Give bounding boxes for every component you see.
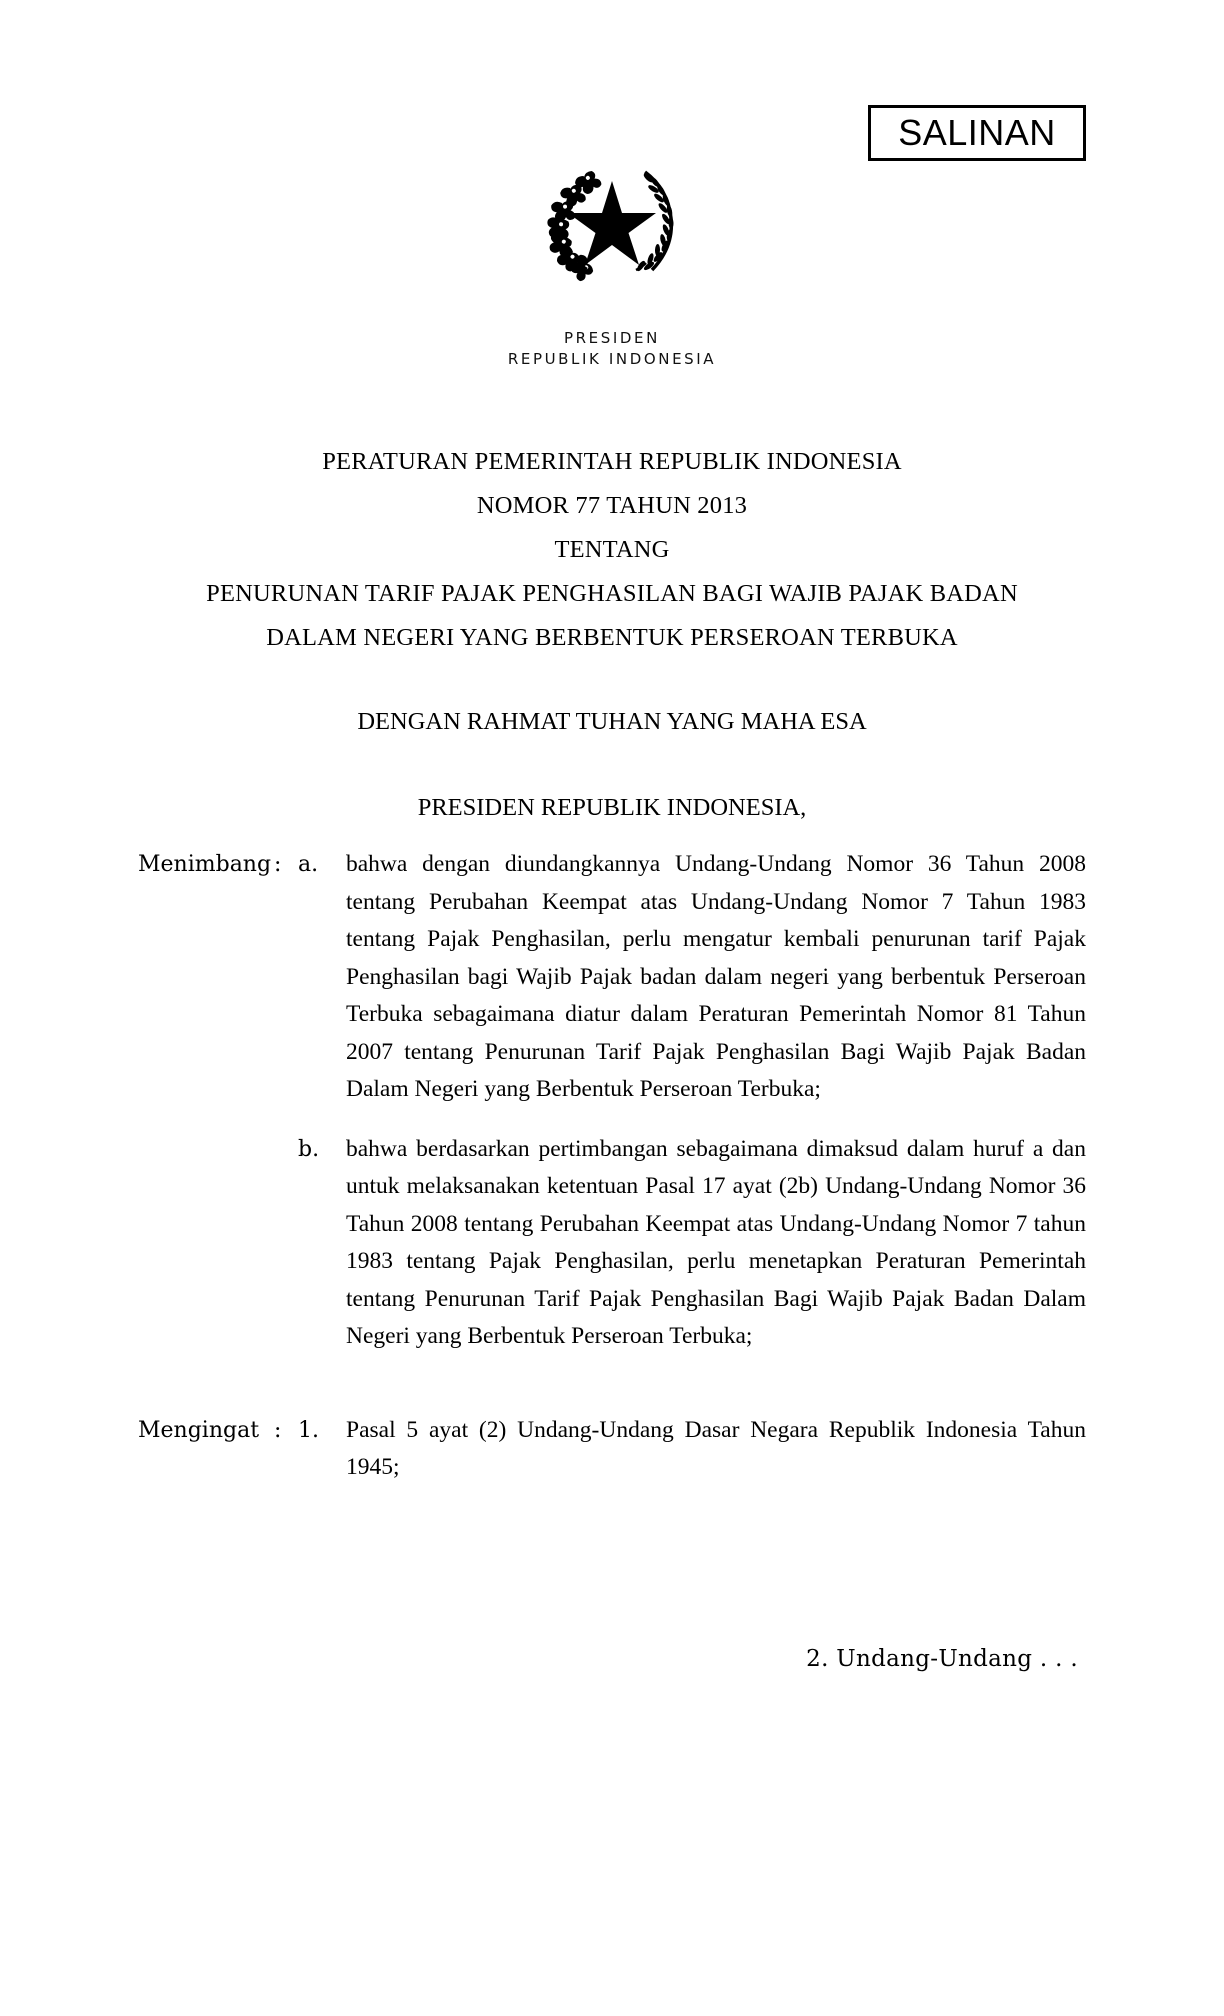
clause-sections	[138, 846, 1086, 1487]
preamble-authority: PRESIDEN REPUBLIK INDONESIA,	[417, 794, 807, 821]
clause-spacer-menimbang-mengingat	[138, 1356, 1086, 1412]
emblem-caption-line-2: REPUBLIK INDONESIA	[507, 350, 717, 368]
clause-menimbang-item-a	[138, 846, 1086, 1109]
clause-marker-b: b.	[298, 1136, 320, 1162]
title-line-subject-1: PENURUNAN TARIF PAJAK PENGHASILAN BAGI WAJIB PAJAK BADAN	[206, 580, 1018, 607]
clause-marker-a: a.	[298, 852, 319, 877]
clause-text-a: bahwa dengan diundangkannya Undang-Undang Nomor 36 Tahun 2008 tentang Perubahan Keempat atas Undang-Undang Nomor 7 Tahun 1983 tentang Pajak Penghasilan, perlu mengatur kembali penurunan tarif Pajak Penghasilan bagi Wajib Pajak badan dalam negeri yang berbentuk Perseroan Terbuka sebagaimana diatur dalam Peraturan Pemerintah Nomor 81 Tahun 2007 tentang Penurunan Tarif Pajak Penghasilan Bagi Wajib Pajak Badan Dalam Negeri yang Berbentuk Perseroan Terbuka;	[346, 851, 1086, 1102]
title-line-subject-2: DALAM NEGERI YANG BERBENTUK PERSEROAN TERBUKA	[266, 624, 958, 651]
title-line-number: NOMOR 77 TAHUN 2013	[476, 492, 748, 519]
salinan-stamp	[868, 105, 1086, 161]
title-line-tentang: TENTANG	[554, 536, 670, 563]
preamble-block	[140, 700, 1084, 830]
clause-spacer-a-b	[138, 1109, 1086, 1131]
page-continuation-marker	[138, 1646, 1086, 1672]
clause-colon-menimbang: :	[274, 852, 282, 877]
clause-colon-mengingat: :	[274, 1417, 282, 1443]
page-continuation-label: 2. Undang-Undang . . .	[806, 1646, 1078, 1672]
clause-marker-1: 1.	[298, 1417, 319, 1443]
clause-label-menimbang: Menimbang	[138, 852, 272, 877]
preamble-blessing: DENGAN RAHMAT TUHAN YANG MAHA ESA	[357, 708, 867, 735]
document-title-block	[140, 440, 1084, 660]
presidential-seal-icon	[527, 150, 697, 285]
clause-menimbang-item-b	[138, 1131, 1086, 1356]
emblem-caption-line-1: PRESIDEN	[564, 329, 660, 347]
clause-text-1: Pasal 5 ayat (2) Undang-Undang Dasar Negara Republik Indonesia Tahun 1945;	[346, 1416, 1086, 1480]
clause-text-b: bahwa berdasarkan pertimbangan sebagaimana dimaksud dalam huruf a dan untuk melaksanakan ketentuan Pasal 17 ayat (2b) Undang-Undang Nomor 36 Tahun 2008 tentang Perubahan Keempat atas Undang-Undang Nomor 7 tahun 1983 tentang Pajak Penghasilan, perlu menetapkan Peraturan Pemerintah tentang Penurunan Tarif Pajak Penghasilan Bagi Wajib Pajak Badan Dalam Negeri yang Berbentuk Perseroan Terbuka;	[346, 1135, 1086, 1349]
clause-mengingat-item-1	[138, 1412, 1086, 1487]
salinan-stamp-label: SALINAN	[898, 112, 1056, 153]
clause-label-mengingat: Mengingat	[138, 1417, 260, 1443]
title-line-regulation: PERATURAN PEMERINTAH REPUBLIK INDONESIA	[322, 448, 902, 475]
emblem-caption	[0, 328, 1224, 370]
preamble-spacer	[140, 744, 1084, 786]
